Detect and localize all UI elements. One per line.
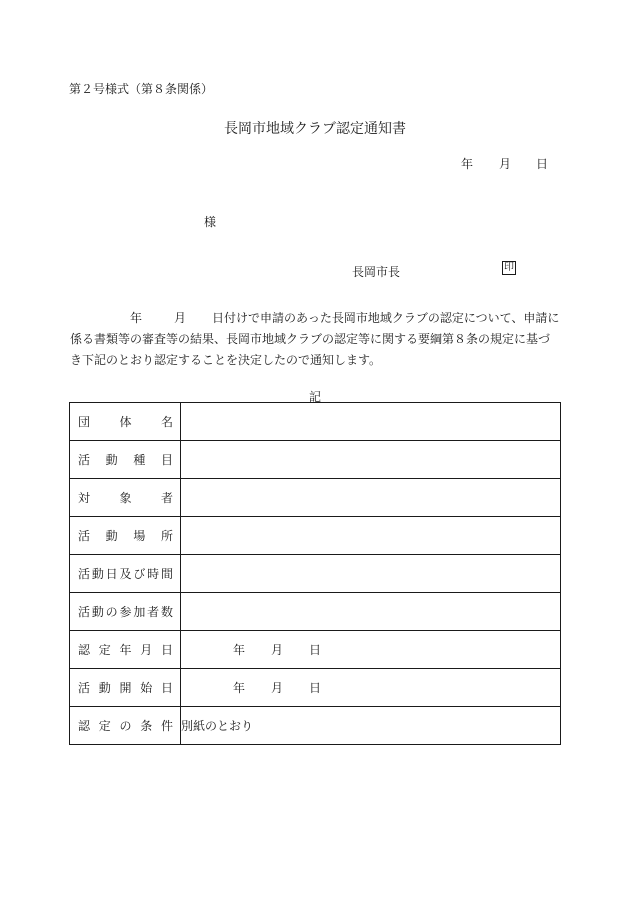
row-label-text: 活 動 開 始 日 xyxy=(78,681,173,695)
row-value[interactable] xyxy=(181,517,561,555)
date-year: 年 xyxy=(233,643,246,657)
table-row xyxy=(70,593,561,631)
row-value[interactable] xyxy=(181,707,561,745)
document-title: 長岡市地域クラブ認定通知書 xyxy=(224,121,406,137)
row-label-text: 対 象 者 xyxy=(78,491,173,505)
date-placeholder xyxy=(181,641,321,658)
row-value[interactable] xyxy=(181,593,561,631)
row-label-text: 団 体 名 xyxy=(78,415,173,429)
row-label-text: 認 定 の 条 件 xyxy=(78,719,173,733)
body-line-1 xyxy=(70,309,559,326)
addressee-honorific: 様 xyxy=(204,215,217,229)
body-line-3: き下記のとおり認定することを決定したので通知します。 xyxy=(70,353,382,367)
row-label xyxy=(70,555,181,593)
date-placeholder xyxy=(181,679,321,696)
table-row xyxy=(70,555,561,593)
body-line-2: 係る書類等の審査等の結果、長岡市地域クラブの認定等に関する要綱第８条の規定に基づ xyxy=(70,332,551,346)
row-value[interactable] xyxy=(181,441,561,479)
issue-date-year: 年 xyxy=(461,157,474,171)
seal-icon: 印 xyxy=(504,262,514,273)
body-month: 月 xyxy=(174,311,187,325)
table-row xyxy=(70,631,561,669)
issuer-name: 長岡市長 xyxy=(352,265,401,279)
issue-date-day: 日 xyxy=(536,157,549,171)
issue-date-month: 月 xyxy=(499,157,512,171)
row-label-text: 活 動 の 参 加 者 数 xyxy=(78,605,173,619)
date-month: 月 xyxy=(271,643,284,657)
row-label-text: 活 動 種 目 xyxy=(78,453,173,467)
details-table xyxy=(69,402,561,745)
table-row xyxy=(70,669,561,707)
body-year: 年 xyxy=(130,311,143,325)
row-label xyxy=(70,631,181,669)
row-value[interactable] xyxy=(181,479,561,517)
date-day: 日 xyxy=(309,681,322,695)
row-value[interactable] xyxy=(181,555,561,593)
row-value[interactable] xyxy=(181,403,561,441)
table-row xyxy=(70,479,561,517)
table-row xyxy=(70,403,561,441)
date-year: 年 xyxy=(233,681,246,695)
form-number: 第２号様式（第８条関係） xyxy=(69,82,214,96)
row-value[interactable] xyxy=(181,631,561,669)
date-month: 月 xyxy=(271,681,284,695)
row-label xyxy=(70,669,181,707)
row-value-text: 別紙のとおり xyxy=(181,719,254,733)
row-label xyxy=(70,479,181,517)
row-label xyxy=(70,403,181,441)
table-row xyxy=(70,441,561,479)
row-label-text: 活 動 場 所 xyxy=(78,529,173,543)
ki-heading: 記 xyxy=(308,390,321,404)
table-row xyxy=(70,707,561,745)
row-label xyxy=(70,441,181,479)
row-label-text: 活 動 日 及 び 時 間 xyxy=(78,567,173,581)
table-row xyxy=(70,517,561,555)
row-label xyxy=(70,593,181,631)
row-label-text: 認 定 年 月 日 xyxy=(78,643,173,657)
date-day: 日 xyxy=(309,643,322,657)
row-label xyxy=(70,517,181,555)
row-value[interactable] xyxy=(181,669,561,707)
body-line-1-text: 日付けで申請のあった長岡市地域クラブの認定について、申請に xyxy=(212,311,560,325)
row-label xyxy=(70,707,181,745)
